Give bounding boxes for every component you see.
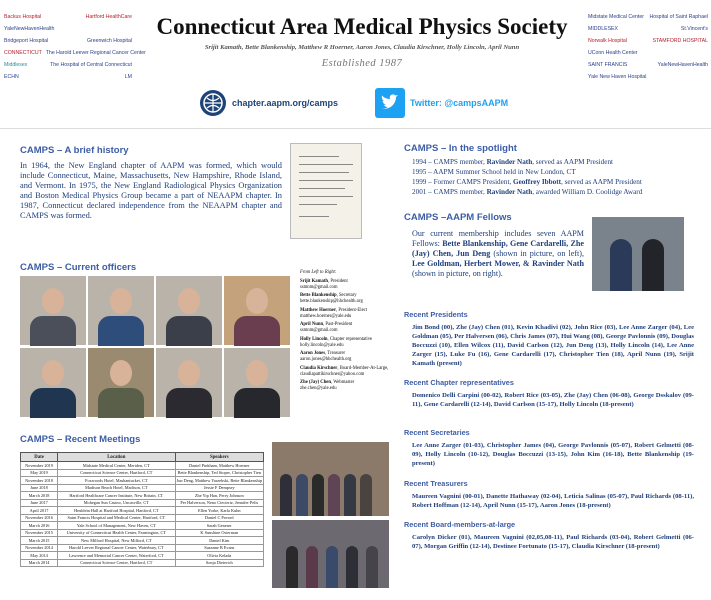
officer-entry: April Nunn, Past-President ssmnm@gmail.com bbox=[300, 322, 353, 333]
history-text: In 1964, the New England chapter of AAPM was formed, which would include Connecticut, Maine, Massachusetts, New Hampshire, Rhode Island, and Vermont. In 1975, the New England Radiological Physics Organization and Boston Medical Physics Group became a part of NEAAPM chapter. In 1987, Connecticut declared independence from the NEAAPM chapter and CAMPS was formed. bbox=[20, 161, 282, 220]
treasurers-text: Maureen Vagnini (00-01), Danette Hathaway (02-04), Leticia Salinas (05-07), Paul Richards (08-11), Robert Hoffman (12-14), April Nunn (15-17), Aaron Jones (18-present) bbox=[412, 493, 694, 509]
table-row bbox=[21, 544, 264, 552]
table-cell: Lawrence and Memorial Cancer Center, Waterford, CT bbox=[58, 552, 175, 560]
table-cell: Daniel Kim bbox=[175, 537, 263, 545]
logo: ECHN bbox=[4, 74, 19, 80]
logo: The Harold Leever Regional Cancer Center bbox=[45, 50, 146, 56]
secretaries-text: Lee Anne Zarger (01-03), Christopher James (04), George Pavlonnis (05-07), Robert Gelmetti (08-09), Holly Lincoln (10-12), Douglas Boccuzzi (13-15), John Kim (16-18), Bette Blankenship (19-present) bbox=[412, 442, 694, 467]
logo: LM bbox=[124, 74, 132, 80]
table-row bbox=[21, 492, 264, 500]
logo: UConn Health Center bbox=[588, 50, 638, 56]
table-row bbox=[21, 462, 264, 470]
table-cell: Connecticut Science Center, Hartford, CT bbox=[58, 469, 175, 477]
officer-entry: Claudia Kirschner, Board-Member-At-Large, claudiapattikirschner@yahoo.com bbox=[300, 365, 389, 377]
spotlight-item: 1994 – CAMPS member, Ravinder Nath, served as AAPM President bbox=[412, 158, 614, 166]
table-cell: New Milford Hospital, New Milford, CT bbox=[58, 537, 175, 545]
column-header: Speakers bbox=[175, 453, 263, 462]
table-cell: Sonja Dieterich bbox=[175, 559, 263, 567]
table-cell: March 2014 bbox=[21, 559, 58, 567]
table-cell: University of Connecticut Health Center, Farmington, CT bbox=[58, 529, 175, 537]
officer-entry: Zhe (Jay) Chen, Webmaster zhe.chen@yale.edu bbox=[300, 380, 355, 391]
historical-document-image bbox=[290, 143, 362, 239]
logo: St.Vincent's bbox=[680, 26, 708, 32]
table-cell: Mohegan Sun Casino, Uncasville, CT bbox=[58, 499, 175, 507]
logo: Hartford HealthCare bbox=[85, 14, 132, 20]
table-cell: Per Halverson, Neno Ciecieriz, Jennifer Pelis bbox=[175, 499, 263, 507]
spotlight-list bbox=[412, 157, 697, 197]
right-logo-panel bbox=[588, 14, 708, 86]
logo: SAINT FRANCIS bbox=[588, 62, 628, 68]
board-text: Carolyn Dicker (01), Maureen Vagnini (02,05,08-11), Paul Richards (03-04), Robert Gelmetti (06-07), Morgan Griffin (12-14), Destinee Fortunato (15-17), Claudia Kirschner (18-present) bbox=[412, 534, 694, 550]
table-cell: Daniel Pinkham, Matthew Hoerner bbox=[175, 462, 263, 470]
presidents-text: Jim Bond (00), Zhe (Jay) Chen (01), Kevin Khadivi (02), John Rice (03), Lee Anne Zarger (04), Lee Goldman (05), Per Halversen (06), Chris James (07), Hui Wang (08), George Pavlonnis (09), Douglas Boccuzzi (10), Ellen Wilcox (11), David Carlson (12), Jun Deng (13), Holly Lincoln (14), Lee Anne Zarger (15), Luke Fu (16), Gene Cardarelli (17), Christopher Tien (18), April Nunn (19), Srijit Kamath (present) bbox=[412, 324, 694, 367]
reps-text: Domenico Delli Carpini (00-02), Robert Rice (03-05), Zhe (Jay) Chen (06-08), George Dsskalov (09-11), Gene Cardarelli (12-14), David Carlson (15-17), Holly Lincoln (18-present) bbox=[412, 392, 694, 408]
board-heading: Recent Board-members-at-large bbox=[404, 520, 516, 529]
officer-photo bbox=[88, 276, 154, 345]
table-cell: Foxwoods Hotel, Mashantucket, CT bbox=[58, 477, 175, 485]
twitter-icon[interactable] bbox=[375, 88, 405, 118]
table-cell: March 2016 bbox=[21, 522, 58, 530]
officers-heading: CAMPS – Current officers bbox=[20, 262, 137, 273]
meeting-group-photo bbox=[272, 520, 389, 588]
logo: Bridgeport Hospital bbox=[4, 38, 49, 44]
table-row bbox=[21, 537, 264, 545]
table-cell: April 2017 bbox=[21, 507, 58, 515]
page-title: Connecticut Area Medical Physics Society bbox=[156, 14, 568, 39]
table-cell: Connecticut Science Center, Hartford, CT bbox=[58, 559, 175, 567]
presidents-heading: Recent Presidents bbox=[404, 310, 468, 319]
table-cell: Hartford Healthcare Cancer Institute, New Britain, CT bbox=[58, 492, 175, 500]
table-cell: Sarah Geneser bbox=[175, 522, 263, 530]
column-header: Location bbox=[58, 453, 175, 462]
table-cell: Zhe Yip Han, Perry Johnson bbox=[175, 492, 263, 500]
table-cell: Madison Beach Hotel, Madison, CT bbox=[58, 484, 175, 492]
officer-entry: Srijit Kamath, President ssmnm@gmail.com bbox=[300, 278, 348, 290]
header bbox=[0, 0, 711, 129]
table-row bbox=[21, 469, 264, 477]
officer-list bbox=[300, 270, 392, 395]
table-cell: Harold Leever Regional Cancer Center, Waterbury, CT bbox=[58, 544, 175, 552]
officer-entry: Aaron Jones, Treasurer aaron.jones@hhchealth.org bbox=[300, 351, 352, 362]
chapter-link[interactable]: chapter.aapm.org/camps bbox=[232, 98, 339, 108]
twitter-handle[interactable]: Twitter: @campsAAPM bbox=[410, 98, 509, 108]
table-row bbox=[21, 559, 264, 567]
officer-entry: Bette Blankenship, Secretary bette.blankenship@hhchealth.org bbox=[300, 293, 363, 304]
table-cell: May 2019 bbox=[21, 469, 58, 477]
table-cell: Yale School of Management, New Haven, CT bbox=[58, 522, 175, 530]
table-row bbox=[21, 477, 264, 485]
logo: Yale New Haven Hospital bbox=[588, 74, 647, 80]
meetings-table-body bbox=[21, 462, 264, 567]
table-row bbox=[21, 484, 264, 492]
table-cell: June 2017 bbox=[21, 499, 58, 507]
spotlight-item: 1995 – AAPM Summer School held in New London, CT bbox=[412, 168, 576, 176]
officer-photo bbox=[156, 348, 222, 417]
table-cell: Daniel C Pavord bbox=[175, 514, 263, 522]
officer-entry: Holly Lincoln, Chapter representative holly.lincoln@yale.edu bbox=[300, 336, 373, 348]
fellows-text: Our current membership includes seven AAPM Fellows: Bette Blankenship, Gene Cardarelli, Zhe (Jay) Chen, Jun Deng (shown in picture, on left), Lee Goldman, Herbert Mower, & Ravinder Nath (shown in picture, on right). bbox=[412, 229, 584, 278]
established-line: Established 1987 bbox=[321, 58, 403, 69]
reps-heading: Recent Chapter representatives bbox=[404, 378, 514, 387]
table-row bbox=[21, 507, 264, 515]
table-row bbox=[21, 552, 264, 560]
left-logo-panel bbox=[4, 14, 146, 86]
officer-photo bbox=[20, 276, 86, 345]
table-row bbox=[21, 522, 264, 530]
secretaries-heading: Recent Secretaries bbox=[404, 428, 470, 437]
logo: Midstate Medical Center bbox=[588, 14, 644, 20]
table-cell: K Sunshine Osterman bbox=[175, 529, 263, 537]
table-cell: March 2018 bbox=[21, 492, 58, 500]
table-cell: November 2015 bbox=[21, 529, 58, 537]
officer-photos bbox=[20, 276, 294, 418]
table-cell: November 2016 bbox=[21, 514, 58, 522]
history-heading: CAMPS – A brief history bbox=[20, 145, 129, 156]
logo: CONNECTICUT bbox=[4, 50, 42, 56]
table-cell: Jun Deng, Matthew Yarzebski, Bette Blankenship bbox=[176, 477, 262, 483]
logo: Norwalk Hospital bbox=[588, 38, 627, 44]
officer-photo bbox=[224, 348, 290, 417]
table-cell: November 2018 bbox=[21, 477, 58, 485]
aapm-logo-icon bbox=[200, 90, 226, 116]
fellows-photo bbox=[592, 217, 684, 291]
table-row bbox=[21, 514, 264, 522]
logo: Hospital of Saint Raphael bbox=[649, 14, 708, 20]
table-cell: Midstate Medical Center, Meriden, CT bbox=[58, 462, 175, 470]
authors: Srijit Kamath, Bette Blankenship, Matthew R Hoerner, Aaron Jones, Claudia Kirschner, Holly Lincoln, April Nunn bbox=[204, 44, 520, 51]
column-header: Date bbox=[21, 453, 58, 462]
table-cell: March 2015 bbox=[21, 537, 58, 545]
officer-photo bbox=[224, 276, 290, 345]
table-cell: Heublein Hall at Hartford Hospital, Hartford, CT bbox=[58, 507, 175, 515]
meetings-heading: CAMPS – Recent Meetings bbox=[20, 434, 141, 445]
logo: YaleNewHavenHealth bbox=[657, 62, 708, 68]
logo: YaleNewHavenHealth bbox=[4, 26, 55, 32]
logo: STAMFORD HOSPITAL bbox=[652, 38, 708, 44]
logo: Greenwich Hospital bbox=[87, 38, 132, 44]
spotlight-heading: CAMPS – In the spotlight bbox=[404, 143, 517, 154]
table-cell: Bette Blankenship, Ted Stoper, Christopher Tien bbox=[175, 469, 263, 477]
logo: The Hospital of Central Connecticut bbox=[50, 62, 132, 68]
table-cell: Jessie F Dempsey bbox=[175, 484, 263, 492]
fellows-heading: CAMPS –AAPM Fellows bbox=[404, 212, 512, 223]
officer-photo bbox=[88, 348, 154, 417]
logo: Backus Hospital bbox=[4, 14, 42, 20]
spotlight-item: 1999 – Former CAMPS President, Geoffrey Ibbott, served as AAPM President bbox=[412, 178, 642, 186]
officer-photo bbox=[156, 276, 222, 345]
table-cell: Suzanne B Evans bbox=[175, 544, 263, 552]
table-cell: Ellen Yorke, Karla Kuhn bbox=[175, 507, 263, 515]
table-row bbox=[21, 499, 264, 507]
treasurers-heading: Recent Treasurers bbox=[404, 479, 468, 488]
table-row bbox=[21, 529, 264, 537]
table-cell: November 2019 bbox=[21, 462, 58, 470]
officer-photo bbox=[20, 348, 86, 417]
officer-entry: Matthew Hoerner, President-Elect matthew.hoerner@yale.edu bbox=[300, 307, 368, 319]
logo: Middlesex bbox=[4, 62, 28, 68]
table-cell: Olivia Kelada bbox=[175, 552, 263, 560]
table-cell: June 2018 bbox=[21, 484, 58, 492]
spotlight-item: 2001 – CAMPS member, Ravinder Nath, awarded William D. Coolidge Award bbox=[412, 188, 643, 196]
table-cell: May 2014 bbox=[21, 552, 58, 560]
table-cell: Saint Francis Hospital and Medical Center, Hartford, CT bbox=[58, 514, 175, 522]
officers-intro: From Left to Right: bbox=[300, 270, 337, 275]
meetings-table bbox=[20, 452, 264, 567]
meeting-group-photo bbox=[272, 442, 389, 516]
logo: MIDDLESEX bbox=[588, 26, 618, 32]
table-cell: November 2014 bbox=[21, 544, 58, 552]
